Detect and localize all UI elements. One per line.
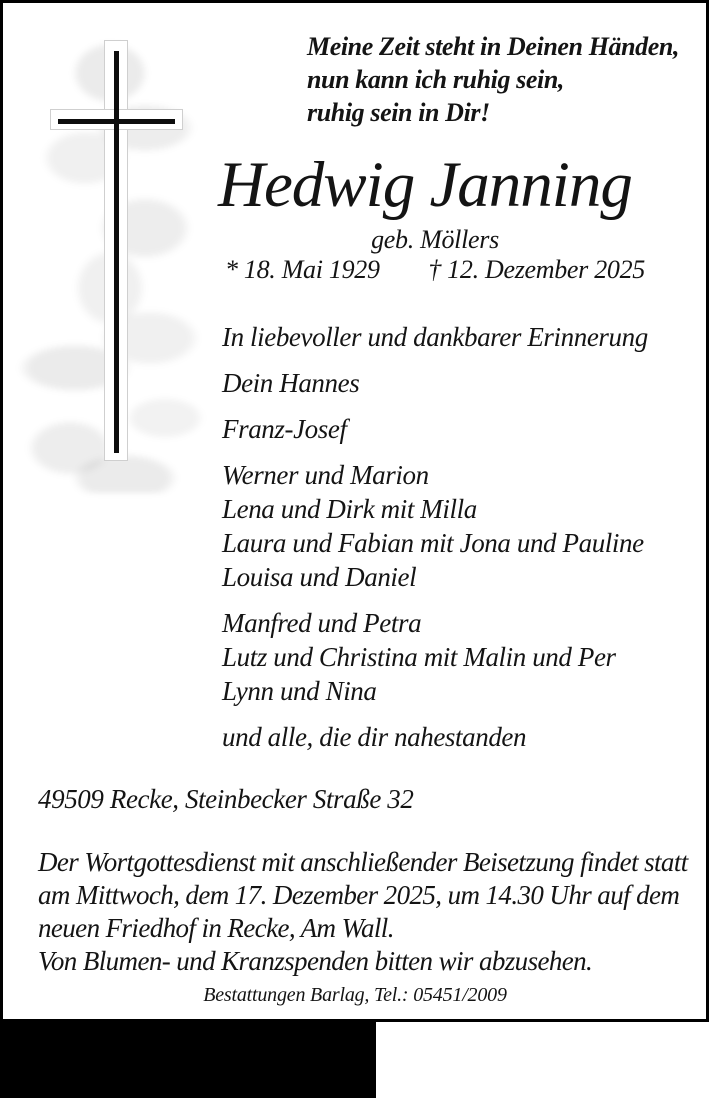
address-line: 49509 Recke, Steinbecker Straße 32 (38, 784, 414, 814)
death-date: † 12. Dezember 2025 (428, 255, 645, 284)
text-line: am Mittwoch, dem 17. Dezember 2025, um 14.30 Uhr auf dem (38, 880, 680, 910)
mourner-line: Lutz und Christina mit Malin und Per (222, 642, 616, 672)
mourner-line: und alle, die dir nahestanden (222, 722, 527, 752)
life-dates (225, 255, 645, 285)
text-line: Von Blumen- und Kranzspenden bitten wir abzusehen. (38, 946, 593, 976)
cross-bar-vertical (114, 51, 119, 453)
mourner-line: Lena und Dirk mit Milla (222, 494, 477, 524)
text-line: ruhig sein in Dir! (307, 98, 490, 127)
mourner-line: Manfred und Petra (222, 608, 422, 638)
cross-icon (15, 38, 210, 493)
mourner-line: Werner und Marion (222, 460, 429, 490)
memorial-line: In liebevoller und dankbarer Erinnerung (222, 322, 648, 352)
text-line: Meine Zeit steht in Deinen Händen, (307, 32, 680, 61)
mourner-line: Laura und Fabian mit Jona und Pauline (222, 528, 644, 558)
mourner-line: Dein Hannes (222, 368, 360, 398)
mourners-block (222, 320, 648, 766)
mourner-group (222, 720, 648, 754)
mourner-group (222, 606, 648, 708)
mourner-group (222, 366, 648, 400)
opening-quote (307, 30, 679, 129)
funeral-home-line: Bestattungen Barlag, Tel.: 05451/2009 (203, 984, 507, 1006)
birth-name: geb. Möllers (371, 225, 499, 254)
mourner-line: Louisa und Daniel (222, 562, 417, 592)
mourner-line: Franz-Josef (222, 414, 347, 444)
deceased-name: Hedwig Janning (218, 149, 632, 221)
text-line: Der Wortgottesdienst mit anschließender Beisetzung findet statt (38, 847, 688, 877)
service-details (38, 846, 688, 978)
black-print-block (0, 1022, 376, 1098)
mourner-group (222, 458, 648, 594)
mourner-line: Lynn und Nina (222, 676, 377, 706)
text-line: nun kann ich ruhig sein, (307, 65, 565, 94)
birth-date: * 18. Mai 1929 (225, 255, 380, 284)
cross-bar-horizontal (58, 119, 175, 124)
text-line: neuen Friedhof in Recke, Am Wall. (38, 913, 394, 943)
mourner-group (222, 412, 648, 446)
mourner-groups (222, 366, 648, 754)
